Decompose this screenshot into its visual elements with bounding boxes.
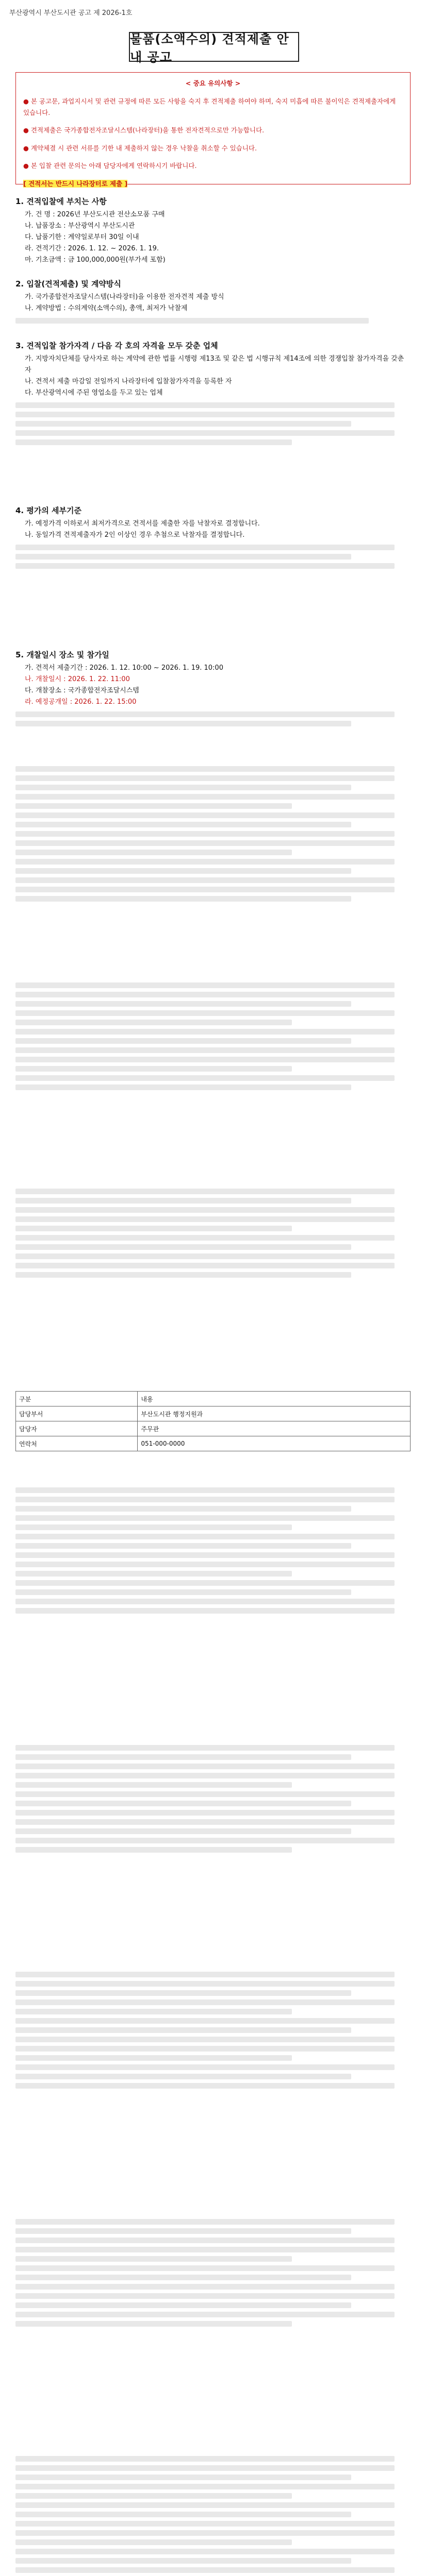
text-line-placeholder [15, 1534, 395, 1539]
section-item: 마. 기초금액 : 금 100,000,000원(부가세 포함) [25, 256, 166, 264]
table-cell: 연락처 [16, 1436, 138, 1451]
section-item: 라. 예정공개일 : 2026. 1. 22. 15:00 [25, 698, 137, 706]
text-line-placeholder [15, 2074, 351, 2079]
text-line-placeholder [15, 2037, 395, 2042]
text-line-placeholder [15, 421, 351, 427]
section-item: 라. 견적기간 : 2026. 1. 12. ~ 2026. 1. 19. [25, 245, 159, 252]
text-line-placeholder [15, 2219, 395, 2225]
text-line-placeholder [15, 1263, 395, 1268]
document-title-text: 물품(소액수의) 견적제출 안내 공고 [130, 32, 289, 64]
section-item: 가. 예정가격 이하로서 최저가격으로 견적서를 제출한 자를 낙찰자로 결정합니다. [25, 520, 260, 528]
notice-line: ● 본 입찰 관련 문의는 아래 담당자에게 연락하시기 바랍니다. [23, 162, 197, 170]
text-line-placeholder [15, 1562, 395, 1567]
table-row [16, 1406, 411, 1421]
text-line-placeholder [15, 2302, 351, 2308]
text-line-placeholder [15, 2284, 395, 2290]
text-line-placeholder [15, 2539, 292, 2545]
table-row [16, 1421, 411, 1436]
section-item: 가. 지방자치단체를 당사자로 하는 계약에 관한 법률 시행령 제13조 및 같은 법 시행규칙 제14조에 의한 경쟁입찰 참가자격을 갖춘 자 [25, 355, 404, 374]
section-item: 다. 개찰장소 : 국가종합전자조달시스템 [25, 687, 139, 694]
text-line-placeholder [15, 1608, 395, 1614]
text-line-placeholder [15, 439, 292, 445]
text-line-placeholder [15, 887, 395, 892]
table-row [16, 1392, 411, 1406]
body-text-block [15, 979, 411, 1092]
body-text-block [15, 1968, 411, 2091]
text-line-placeholder [15, 1580, 395, 1586]
text-line-placeholder [15, 1207, 395, 1213]
text-line-placeholder [15, 775, 395, 781]
text-line-placeholder [15, 1810, 395, 1816]
text-line-placeholder [15, 2247, 395, 2252]
text-line-placeholder [15, 430, 395, 436]
section-1 [15, 196, 411, 266]
text-line-placeholder [15, 1981, 395, 1987]
section-3 [15, 340, 411, 447]
text-line-placeholder [15, 2475, 351, 2480]
text-line-placeholder [15, 1782, 292, 1788]
text-line-placeholder [15, 1506, 351, 1512]
section-item: 나. 개찰일시 : 2026. 1. 22. 11:00 [25, 675, 130, 683]
text-line-placeholder [15, 2265, 395, 2271]
text-line-placeholder [15, 2275, 351, 2280]
text-line-placeholder [15, 1999, 395, 2005]
text-line-placeholder [15, 2256, 292, 2262]
notice-line: ● 계약체결 시 관련 서류를 기한 내 제출하지 않는 경우 낙찰을 취소할 수 있습니다. [23, 144, 257, 152]
text-line-placeholder [15, 2512, 351, 2517]
text-line-placeholder [15, 1599, 395, 1604]
text-line-placeholder [15, 1754, 351, 1760]
text-line-placeholder [15, 1010, 395, 1016]
text-line-placeholder [15, 2083, 395, 2089]
text-line-placeholder [15, 1198, 351, 1204]
text-line-placeholder [15, 2456, 395, 2462]
text-line-placeholder [15, 850, 292, 855]
text-line-placeholder [15, 840, 395, 846]
text-line-placeholder [15, 1047, 395, 1053]
text-line-placeholder [15, 812, 395, 818]
table-cell: 주무관 [138, 1421, 411, 1436]
text-line-placeholder [15, 1773, 395, 1778]
text-line-placeholder [15, 2293, 395, 2299]
notice-line: ● 견적제출은 국가종합전자조달시스템(나라장터)을 통한 전자견적으로만 가능합니다. [23, 126, 265, 134]
table-cell: 051-000-0000 [138, 1436, 411, 1451]
text-line-placeholder [15, 2238, 395, 2243]
section-item: 가. 견적서 제출기간 : 2026. 1. 12. 10:00 ~ 2026. 1. 19. 10:00 [25, 664, 223, 672]
text-line-placeholder [15, 545, 395, 550]
text-line-placeholder [15, 1272, 351, 1278]
text-line-placeholder [15, 412, 395, 417]
section-title: 1. 견적입찰에 부치는 사항 [15, 197, 107, 206]
section-title: 4. 평가의 세부기준 [15, 506, 82, 515]
section-item: 나. 동일가격 견적제출자가 2인 이상인 경우 추첨으로 낙찰자를 결정합니다. [25, 531, 245, 539]
text-line-placeholder [15, 803, 292, 809]
important-notice-box [15, 72, 411, 188]
body-text-block [15, 1741, 411, 1855]
text-line-placeholder [15, 1235, 395, 1241]
table-cell: 담당부서 [16, 1406, 138, 1421]
reference-table [15, 1391, 411, 1451]
text-line-placeholder [15, 1226, 292, 1231]
notice-highlight: [ 견적서는 반드시 나라장터로 제출 ] [23, 179, 128, 188]
text-line-placeholder [15, 1066, 292, 1072]
text-line-placeholder [15, 794, 395, 800]
table-cell: 부산도시관 행정지원과 [138, 1406, 411, 1421]
text-line-placeholder [15, 711, 395, 717]
text-line-placeholder [15, 2321, 292, 2327]
text-line-placeholder [15, 1075, 395, 1081]
text-line-placeholder [15, 1543, 351, 1549]
text-line-placeholder [15, 318, 369, 324]
text-line-placeholder [15, 785, 351, 790]
text-line-placeholder [15, 877, 395, 883]
section-5 [15, 649, 411, 728]
text-line-placeholder [15, 1819, 395, 1825]
text-line-placeholder [15, 822, 351, 827]
table-cell: 구분 [16, 1392, 138, 1406]
text-line-placeholder [15, 2312, 395, 2317]
text-line-placeholder [15, 1515, 395, 1521]
section-item: 다. 부산광역시에 주된 영업소를 두고 있는 업체 [25, 389, 163, 397]
text-line-placeholder [15, 2055, 292, 2061]
section-4 [15, 505, 411, 571]
text-line-placeholder [15, 563, 395, 569]
section-item: 다. 납품기한 : 계약일로부터 30일 이내 [25, 233, 139, 241]
text-line-placeholder [15, 982, 395, 988]
text-line-placeholder [15, 1972, 395, 1977]
text-line-placeholder [15, 1990, 351, 1996]
text-line-placeholder [15, 1244, 351, 1250]
section-2 [15, 278, 411, 326]
section-item: 나. 계약방법 : 수의계약(소액수의), 총액, 최저가 낙찰제 [25, 304, 188, 312]
section-title: 3. 견적입찰 참가자격 / 다음 각 호의 자격을 모두 갖춘 업체 [15, 341, 218, 350]
text-line-placeholder [15, 2558, 351, 2564]
text-line-placeholder [15, 1745, 395, 1751]
text-line-placeholder [15, 2567, 395, 2573]
table-cell: 내용 [138, 1392, 411, 1406]
text-line-placeholder [15, 859, 395, 865]
text-line-placeholder [15, 992, 395, 997]
text-line-placeholder [15, 2465, 395, 2471]
text-line-placeholder [15, 554, 351, 560]
text-line-placeholder [15, 2521, 395, 2527]
table-row [16, 1436, 411, 1451]
body-text-block [15, 2215, 411, 2329]
text-line-placeholder [15, 1801, 351, 1806]
text-line-placeholder [15, 2018, 395, 2024]
text-line-placeholder [15, 1764, 395, 1769]
text-line-placeholder [15, 2027, 351, 2033]
section-item: 나. 납품장소 : 부산광역시 부산도시관 [25, 222, 135, 230]
section-title: 5. 개찰일시 장소 및 참가일 [15, 650, 109, 659]
text-line-placeholder [15, 1552, 395, 1558]
text-line-placeholder [15, 2530, 395, 2536]
text-line-placeholder [15, 1791, 395, 1797]
document-title [129, 32, 299, 62]
body-text-block [15, 762, 411, 904]
text-line-placeholder [15, 1828, 351, 1834]
notice-line: ● 본 공고문, 과업지시서 및 관련 규정에 따른 모든 사항을 숙지 후 견적제출 하여야 하며, 숙지 미흡에 따른 불이익은 견적제출자에게 있습니다. [23, 97, 396, 116]
text-line-placeholder [15, 1029, 395, 1035]
text-line-placeholder [15, 721, 351, 726]
text-line-placeholder [15, 2502, 395, 2508]
text-line-placeholder [15, 831, 395, 837]
text-line-placeholder [15, 1571, 292, 1577]
text-line-placeholder [15, 1838, 395, 1843]
body-text-block [15, 2452, 411, 2576]
text-line-placeholder [15, 2484, 395, 2489]
text-line-placeholder [15, 868, 351, 874]
text-line-placeholder [15, 2046, 395, 2052]
text-line-placeholder [15, 1589, 351, 1595]
section-item: 나. 견적서 제출 마감일 전일까지 나라장터에 입찰참가자격을 등록한 자 [25, 378, 232, 385]
text-line-placeholder [15, 1020, 292, 1025]
section-title: 2. 입찰(견적제출) 및 계약방식 [15, 279, 121, 289]
text-line-placeholder [15, 402, 395, 408]
section-item: 가. 건 명 : 2026년 부산도시관 전산소모품 구매 [25, 211, 165, 218]
text-line-placeholder [15, 766, 395, 772]
text-line-placeholder [15, 1487, 395, 1493]
text-line-placeholder [15, 896, 351, 902]
text-line-placeholder [15, 1001, 351, 1007]
announcement-number: 부산광역시 부산도시관 공고 제 2026-1호 [9, 9, 133, 17]
text-line-placeholder [15, 1084, 351, 1090]
text-line-placeholder [15, 2549, 395, 2554]
text-line-placeholder [15, 1057, 395, 1062]
body-text-block [15, 1484, 411, 1616]
notice-heading: < 중요 유의사항 > [185, 79, 241, 87]
text-line-placeholder [15, 2493, 292, 2499]
text-line-placeholder [15, 2228, 351, 2234]
text-line-placeholder [15, 1189, 395, 1194]
text-line-placeholder [15, 1253, 395, 1259]
text-line-placeholder [15, 1497, 395, 1502]
text-line-placeholder [15, 2064, 395, 2070]
text-line-placeholder [15, 1847, 292, 1853]
body-text-block [15, 1185, 411, 1280]
text-line-placeholder [15, 1524, 292, 1530]
text-line-placeholder [15, 1216, 395, 1222]
text-line-placeholder [15, 1038, 351, 1044]
text-line-placeholder [15, 2009, 292, 2014]
section-item: 가. 국가종합전자조달시스템(나라장터)을 이용한 전자견적 제출 방식 [25, 293, 224, 301]
table-cell: 담당자 [16, 1421, 138, 1436]
